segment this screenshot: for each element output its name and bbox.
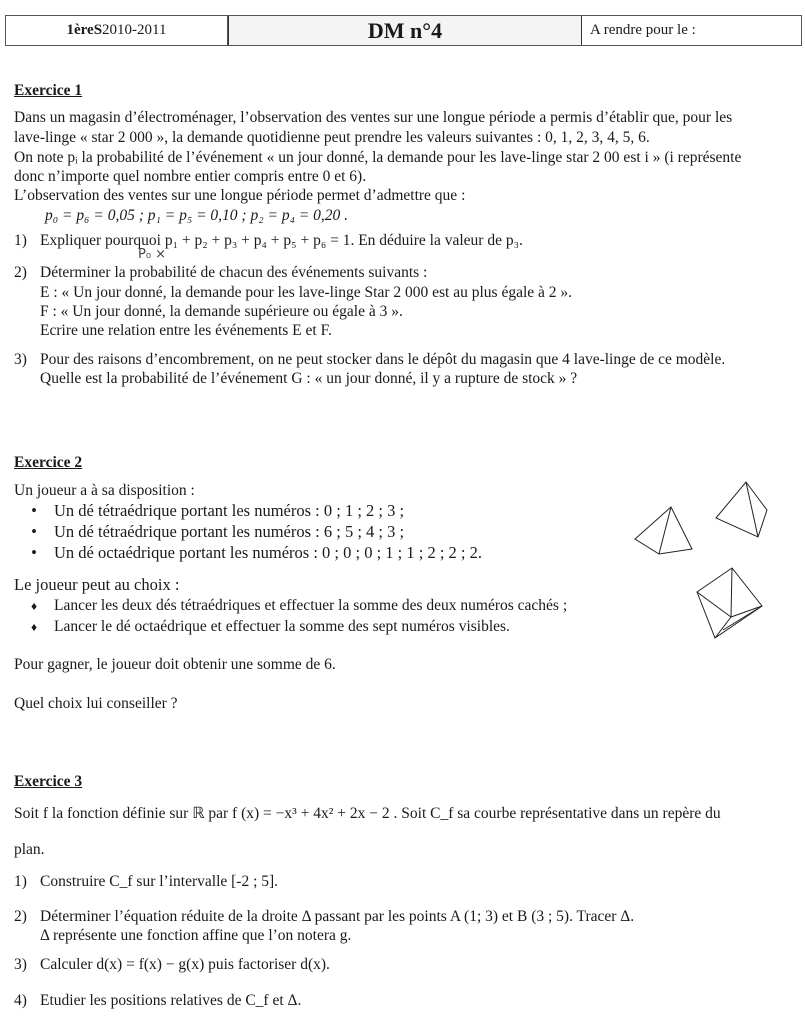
question-number: 4) — [14, 992, 27, 1009]
question-text: Δ représente une fonction affine que l’on notera g. — [40, 927, 352, 944]
ex3-question-3 — [14, 956, 330, 974]
bullet-dot-icon: • — [31, 501, 37, 520]
header-due-date: A rendre pour le : — [590, 22, 696, 38]
ex1-text-line: L’observation des ventes sur une longue période permet d’admettre que : — [14, 187, 466, 204]
ex2-choice-intro: Le joueur peut au choix : — [14, 575, 180, 594]
dice-list-item — [14, 501, 404, 521]
ex1-text-line: On note pᵢ la probabilité de l’événement « un jour donné, la demande pour les lave-linge star 2 00 est i » (i représente — [14, 149, 742, 166]
ex3-intro: Soit f la fonction définie sur ℝ par f (x) = −x³ + 4x² + 2x − 2 . Soit C_f sa courbe représentative dans un repère du — [14, 805, 721, 822]
choice-list-item — [14, 597, 567, 615]
header-title: DM n°4 — [228, 16, 582, 45]
bullet-diamond-icon: ♦ — [30, 599, 38, 613]
ex3-question-1 — [14, 873, 278, 891]
ex1-probabilities-formula: p₀ = p₆ = 0,05 ; p₁ = p₅ = 0,10 ; p₂ = p₄ = 0,20 . — [45, 207, 349, 224]
ex1-question-3 — [14, 351, 725, 369]
class-label: 1èreS — [66, 22, 103, 38]
ex2-win-condition: Pour gagner, le joueur doit obtenir une somme de 6. — [14, 656, 336, 673]
question-text: Déterminer l’équation réduite de la droite Δ passant par les points A (1; 3) et B (3 ; 5). Tracer Δ. — [40, 908, 635, 925]
exercise-3-title: Exercice 3 — [14, 773, 83, 790]
ex1-text-line: Dans un magasin d’électroménager, l’observation des ventes sur une longue période a permis d’établir que, pour les — [14, 109, 733, 126]
tetrahedron-icon — [635, 507, 692, 554]
question-number: 1) — [14, 232, 27, 249]
choice-text: Lancer le dé octaédrique et effectuer la somme des sept numéros visibles. — [54, 618, 510, 635]
question-text: Ecrire une relation entre les événements E et F. — [40, 322, 332, 339]
event-e-definition: E : « Un jour donné, la demande pour les lave-linge Star 2 000 est au plus égale à 2 ». — [40, 284, 573, 301]
ex2-intro: Un joueur a à sa disposition : — [14, 482, 195, 499]
dice-description: Un dé tétraédrique portant les numéros : 6 ; 5 ; 4 ; 3 ; — [54, 522, 405, 541]
question-number: 2) — [14, 264, 27, 281]
question-number: 3) — [14, 956, 27, 973]
event-f-definition: F : « Un jour donné, la demande supérieure ou égale à 3 ». — [40, 303, 403, 320]
choice-text: Lancer les deux dés tétraédriques et effectuer la somme des deux numéros cachés ; — [54, 597, 568, 614]
header-class — [6, 16, 228, 45]
header-table — [5, 15, 802, 46]
question-text: Expliquer pourquoi p₁ + p₂ + p₃ + p₄ + p₅ + p₆ = 1. En déduire la valeur de p₃. — [40, 232, 523, 249]
ex3-intro-end: plan. — [14, 841, 45, 858]
exercise-2-title: Exercice 2 — [14, 454, 83, 471]
octahedron-icon — [697, 568, 762, 638]
bullet-dot-icon: • — [31, 522, 37, 541]
ex1-text-line: donc n’importe quel nombre entier compris entre 0 et 6). — [14, 168, 367, 185]
ex2-question: Quel choix lui conseiller ? — [14, 695, 178, 712]
dice-description: Un dé octaédrique portant les numéros : 0 ; 0 ; 0 ; 1 ; 1 ; 2 ; 2 ; 2. — [54, 543, 483, 562]
tetrahedron-icon — [716, 482, 767, 537]
ex1-question-2 — [14, 264, 427, 282]
question-text: Construire C_f sur l’intervalle [-2 ; 5]. — [40, 873, 279, 890]
ex3-question-2 — [14, 908, 634, 926]
ex1-text-line: lave-linge « star 2 000 », la demande quotidienne peut prendre les valeurs suivantes : 0, 1, 2, 3, 4, 5, 6. — [14, 129, 650, 146]
choice-list-item — [14, 618, 510, 636]
bullet-diamond-icon: ♦ — [30, 620, 38, 634]
dice-list-item — [14, 522, 404, 542]
question-text: Quelle est la probabilité de l’événement G : « un jour donné, il y a rupture de stock » ? — [40, 370, 578, 387]
question-number: 1) — [14, 873, 27, 890]
ex3-question-4 — [14, 992, 301, 1010]
question-text: Calculer d(x) = f(x) − g(x) puis factoriser d(x). — [40, 956, 330, 973]
bullet-dot-icon: • — [31, 543, 37, 562]
handwritten-annotation: P₀ × — [138, 247, 167, 262]
dice-illustration — [620, 470, 805, 650]
question-number: 2) — [14, 908, 27, 925]
question-text: Etudier les positions relatives de C_f et Δ. — [40, 992, 302, 1009]
dice-list-item — [14, 543, 482, 563]
ex1-question-1 — [14, 232, 523, 250]
dice-description: Un dé tétraédrique portant les numéros : 0 ; 1 ; 2 ; 3 ; — [54, 501, 405, 520]
question-text: Pour des raisons d’encombrement, on ne peut stocker dans le dépôt du magasin que 4 lave-linge de ce modèle. — [40, 351, 726, 368]
exercise-1-title: Exercice 1 — [14, 82, 83, 99]
question-number: 3) — [14, 351, 27, 368]
school-year: 2010-2011 — [102, 22, 167, 38]
question-text: Déterminer la probabilité de chacun des événements suivants : — [40, 264, 428, 281]
